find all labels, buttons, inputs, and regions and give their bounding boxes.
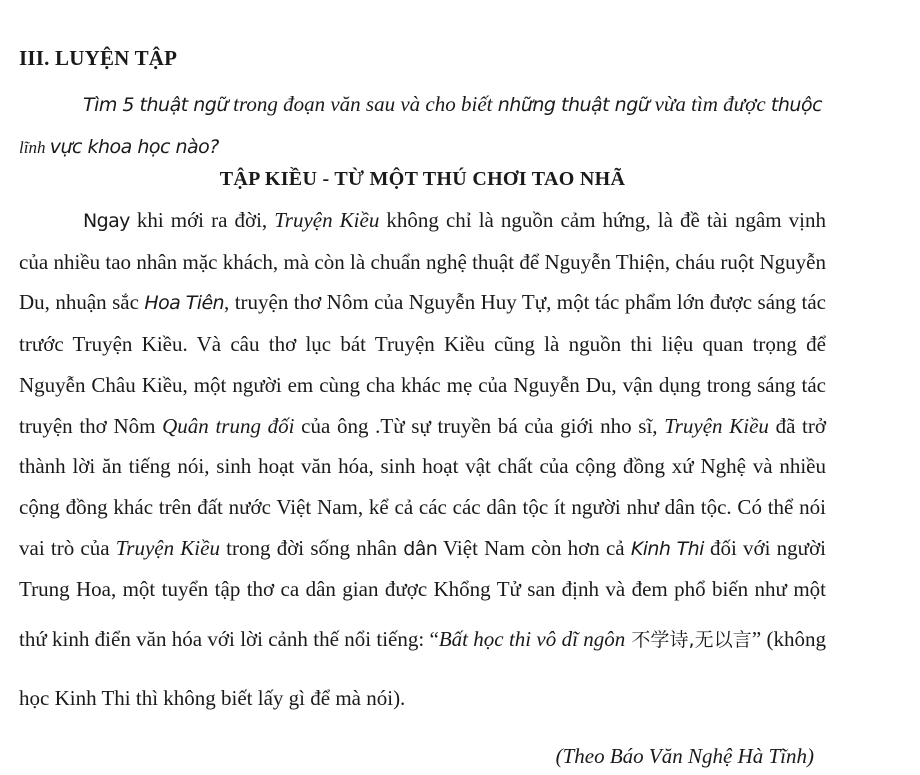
body-segment: dân	[403, 537, 438, 560]
instruction-part: trong đoạn văn sau và cho biết	[227, 92, 498, 116]
instruction-part: những thuật ngữ	[497, 94, 650, 116]
body-segment: Truyện Kiều	[274, 208, 380, 232]
instruction-part: Tìm 5 thuật ngữ	[83, 94, 228, 116]
body-segment: của ông .Từ sự truyền bá của giới nho sĩ,	[294, 413, 665, 438]
instruction-part: lĩnh	[19, 138, 50, 157]
body-segment: , truyện thơ Nôm của Nguyễn Huy Tự, một tác phẩm lớn được sáng tác trước Truyện Kiều. Và câu thơ lục bát Truyện Kiều cũng là nguồn thi liệu quan trọng để Nguyễn Châu Kiều, một người em cùng cha khác mẹ của Nguyễn Du, vận dụng trong sáng tác truyện thơ Nôm	[19, 290, 826, 438]
article-title: TẬP KIỀU - TỪ MỘT THÚ CHƠI TAO NHÃ	[219, 168, 626, 190]
body-segment: 不学诗,无以言	[625, 629, 752, 652]
section-heading: III. LUYỆN TẬP	[19, 46, 178, 70]
article-body	[19, 200, 826, 727]
body-segment: Kinh Thi	[630, 537, 704, 560]
instruction-part: vừa tìm được	[649, 92, 771, 116]
body-segment: ” (không học Kinh Thi thì không biết lấy gì để mà nói).	[19, 627, 826, 711]
instruction-part: vực khoa học nào?	[49, 136, 219, 158]
body-segment: không chỉ là nguồn cảm hứng, là đề tài ngâm vịnh của nhiều tao nhân mặc khách, mà còn là chuẩn nghệ thuật để Nguyễn Thiện, cháu ruột Nguyễn Du, nhuận sắc	[19, 208, 827, 315]
body-segment: trong đời sống nhân	[219, 535, 404, 560]
body-segment: đã trở thành lời ăn tiếng nói, sinh hoạt văn hóa, sinh hoạt vật chất của cộng đồng xứ Nghệ và nhiều cộng đồng khác trên đất nước Việt Nam, kể cả các các dân tộc ít người như dân tộc. Có thể nói vai trò của	[19, 413, 826, 560]
body-segment: Bất học thi vô dĩ ngôn	[438, 627, 626, 652]
body-segment: Truyện Kiều	[115, 535, 220, 560]
body-segment: Quân trung đối	[162, 413, 295, 438]
body-segment: Truyện Kiều	[664, 413, 769, 438]
instruction-part: thuộc	[770, 94, 823, 116]
body-segment: Ngay	[83, 210, 130, 232]
body-segment: Việt Nam còn hơn cả	[437, 535, 631, 560]
body-segment: Hoa Tiên	[144, 292, 224, 315]
body-segment: đối với người Trung Hoa, một tuyển tập thơ ca dân gian được Khổng Tử san định và đem phổ biến như một thứ kinh điển văn hóa với lời cảnh thế nổi tiếng: “	[19, 535, 827, 652]
body-segment: khi mới ra đời,	[129, 208, 275, 232]
source-citation: (Theo Báo Văn Nghệ Hà Tĩnh)	[555, 744, 814, 768]
exercise-instruction	[19, 84, 829, 168]
